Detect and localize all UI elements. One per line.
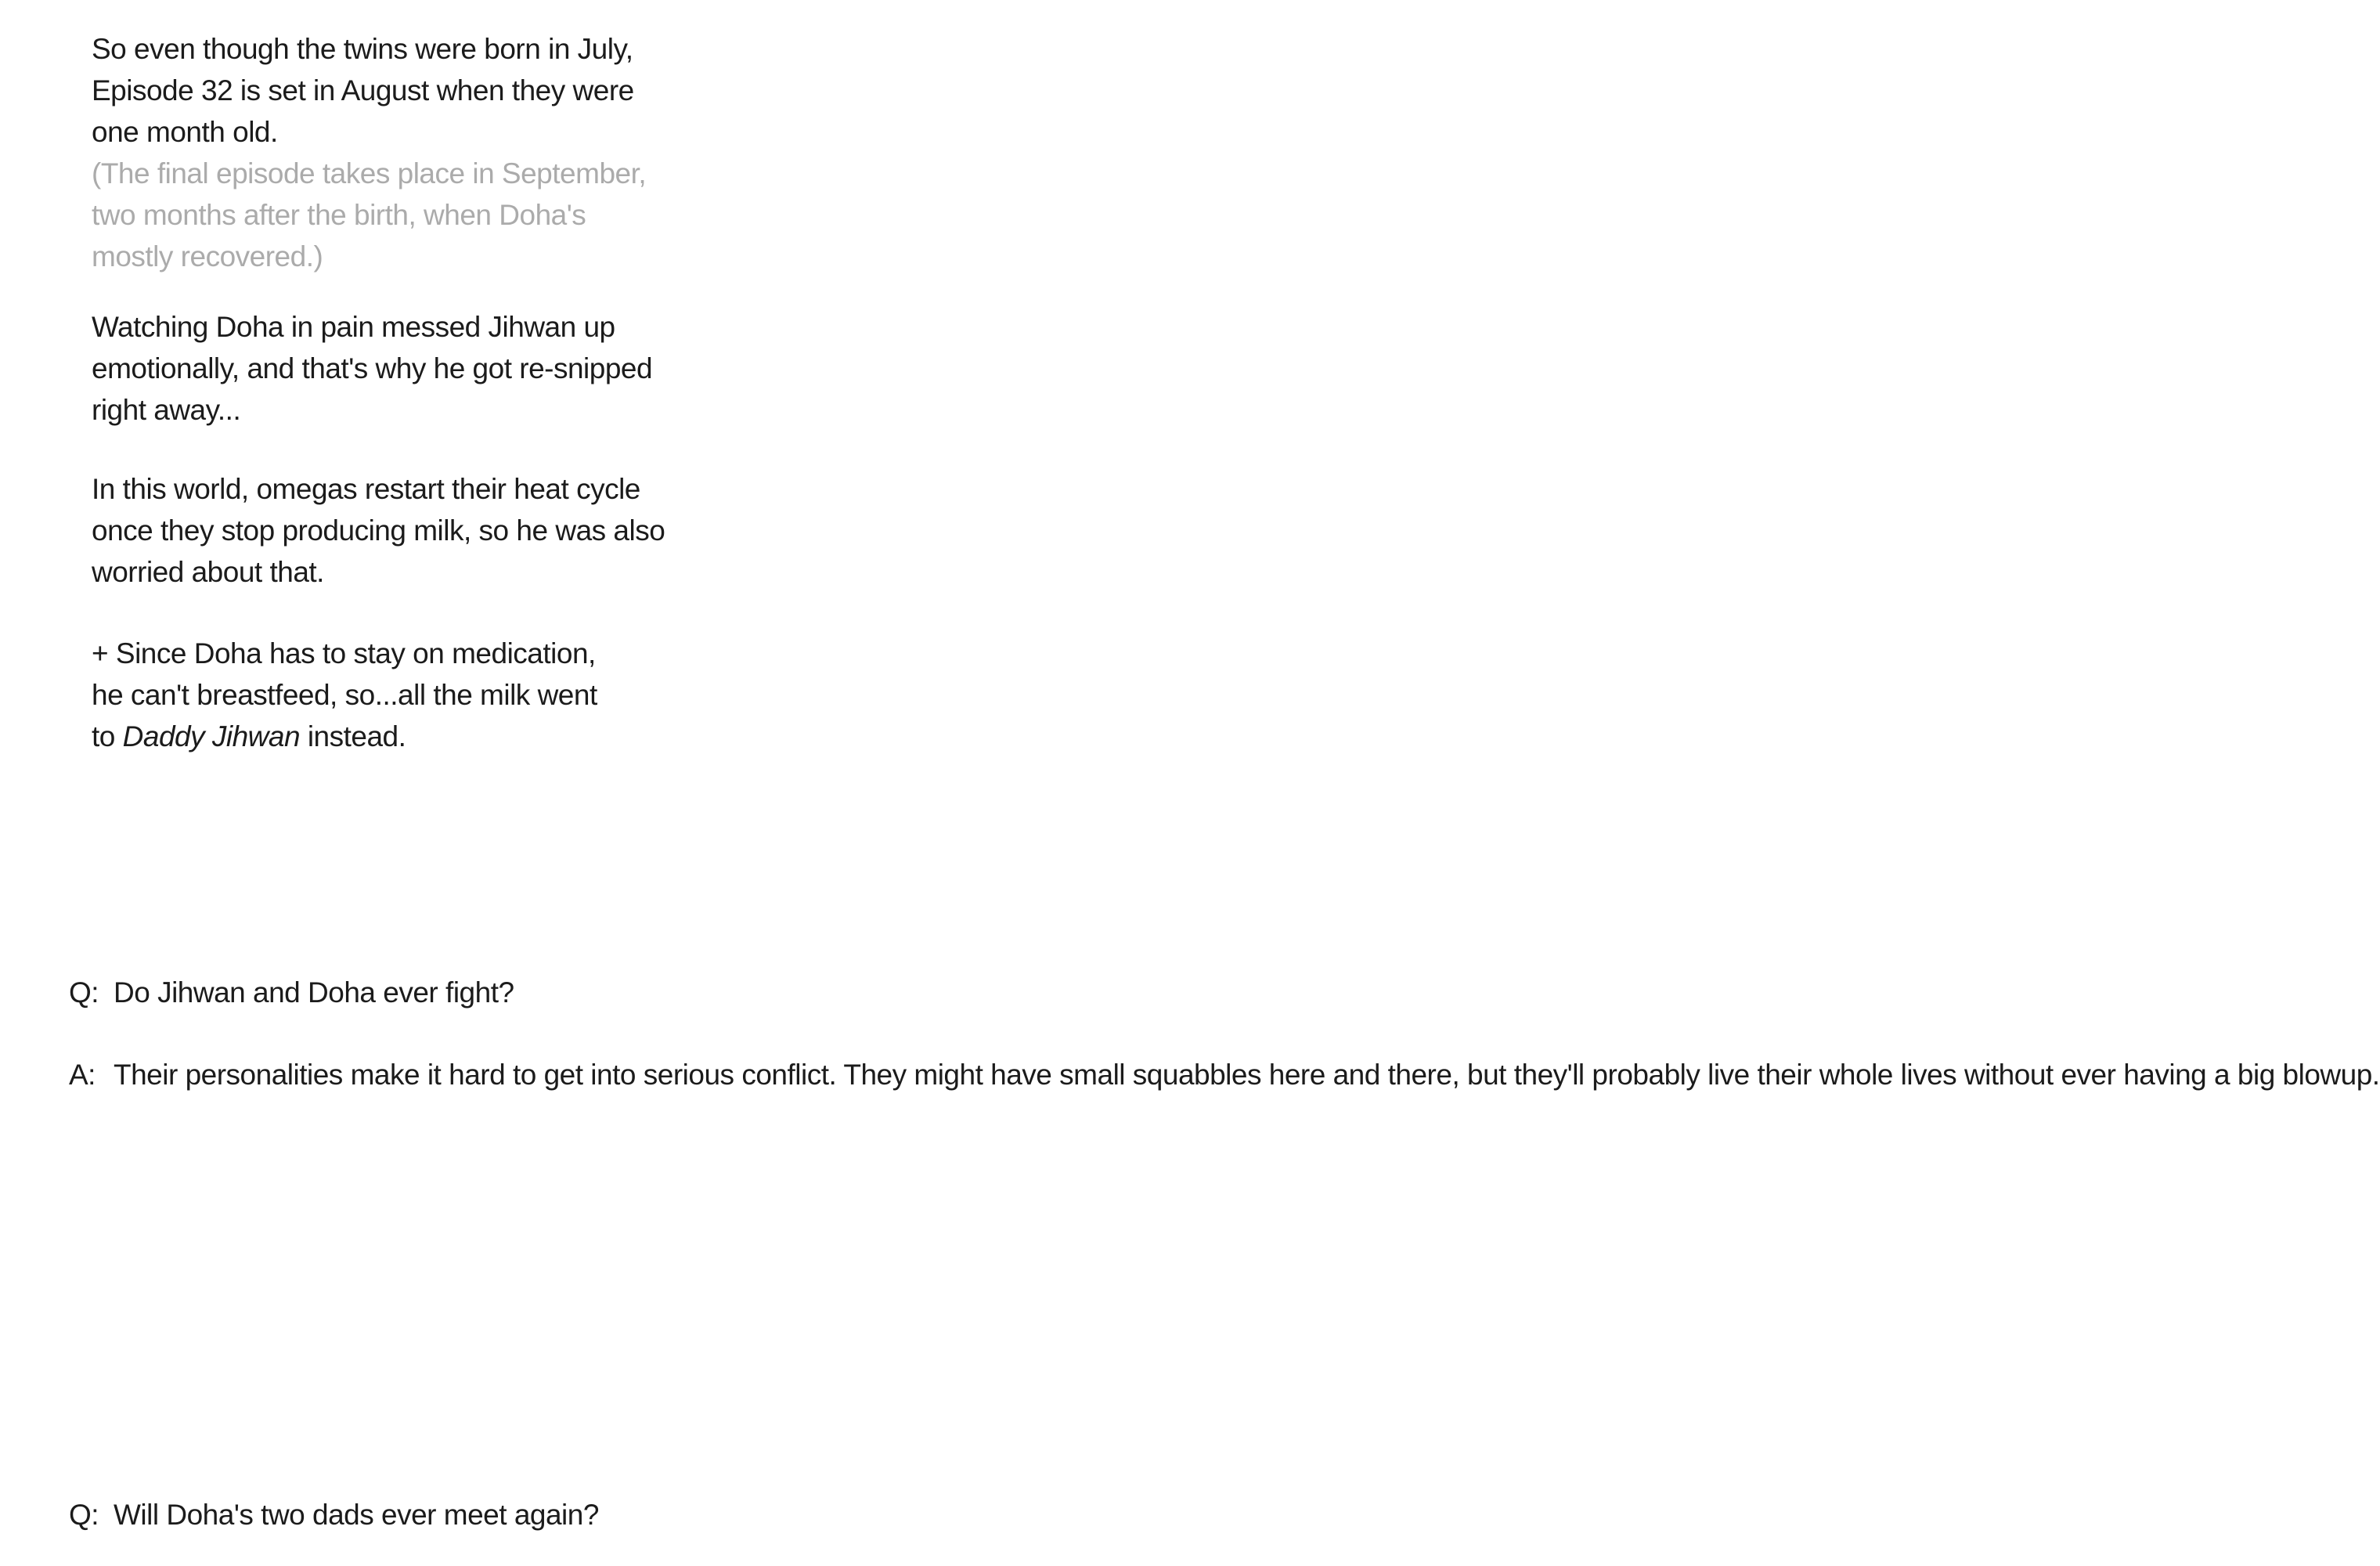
question-prefix: Q: bbox=[69, 976, 99, 1009]
answer-line: lives without ever having a big blowup. bbox=[1900, 1059, 2380, 1091]
paragraph-watching bbox=[92, 306, 652, 431]
answer-prefix: A: bbox=[69, 1059, 96, 1091]
paragraph-line: So even though the twins were born in July, bbox=[92, 33, 633, 65]
paragraph-line: + Since Doha has to stay on medication, bbox=[92, 637, 596, 669]
note-line: mostly recovered.) bbox=[92, 240, 323, 272]
note-line: (The final episode takes place in September, bbox=[92, 157, 647, 189]
question-text: Do Jihwan and Doha ever fight? bbox=[114, 976, 514, 1009]
question-prefix: Q: bbox=[69, 1499, 99, 1531]
paragraph-world bbox=[92, 468, 665, 593]
answer-line: and there, but they'll probably live their whole bbox=[1332, 1059, 1893, 1091]
italic-phrase: Daddy Jihwan bbox=[122, 720, 301, 752]
paragraph-since bbox=[92, 633, 597, 757]
paragraph-line: he can't breastfeed, so...all the milk went bbox=[92, 679, 597, 711]
paragraph-line: Episode 32 is set in August when they were bbox=[92, 74, 634, 106]
question-1 bbox=[69, 972, 514, 1013]
note-line: two months after the birth, when Doha's bbox=[92, 199, 586, 231]
paragraph-line-prefix: to bbox=[92, 720, 123, 752]
answer-1 bbox=[69, 1054, 2380, 1095]
question-2 bbox=[69, 1494, 599, 1535]
paragraph-line: worried about that. bbox=[92, 556, 324, 588]
paragraph-line: emotionally, and that's why he got re-snipped bbox=[92, 352, 653, 384]
paragraph-line: right away... bbox=[92, 394, 241, 426]
paragraph-line: once they stop producing milk, so he was also bbox=[92, 514, 665, 547]
paragraph-line: Watching Doha in pain messed Jihwan up bbox=[92, 311, 615, 343]
paragraph-line: one month old. bbox=[92, 116, 278, 148]
question-text: Will Doha's two dads ever meet again? bbox=[114, 1499, 599, 1531]
paragraph-line: In this world, omegas restart their heat cycle bbox=[92, 473, 640, 505]
paragraph-line-suffix: instead. bbox=[300, 720, 406, 752]
paragraph-line bbox=[92, 716, 597, 757]
answer-line: conflict. They might have small squabbles here bbox=[741, 1059, 1325, 1091]
answer-line: Their personalities make it hard to get into serious bbox=[114, 1059, 734, 1091]
paragraph-timeline bbox=[92, 28, 646, 277]
